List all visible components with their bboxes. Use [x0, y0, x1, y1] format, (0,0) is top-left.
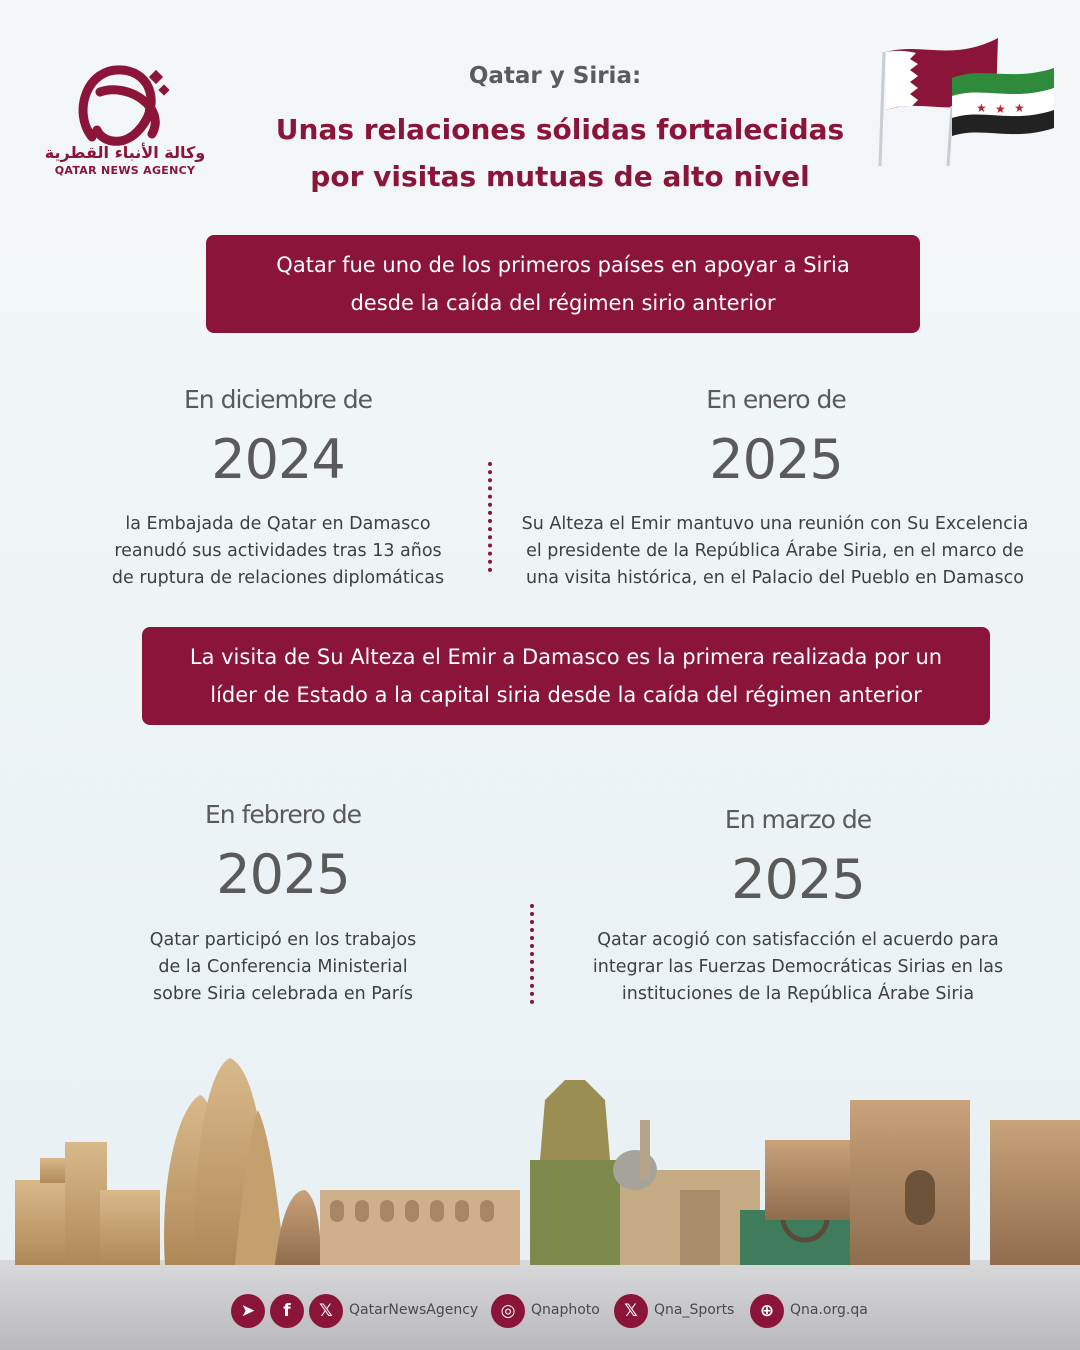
event-4-year: 2025 [731, 848, 865, 911]
x-icon[interactable]: 𝕏 [614, 1294, 648, 1328]
title-line-1: Unas relaciones sólidas fortalecidas [275, 113, 845, 146]
umayyad-mosque [530, 1080, 760, 1265]
svg-text:★: ★ [995, 102, 1006, 116]
event-4-label: En marzo de [724, 805, 872, 834]
amphitheatre [275, 1190, 520, 1265]
handle-main[interactable]: QatarNewsAgency [349, 1302, 479, 1318]
banner-2-line-1: La visita de Su Alteza el Emir a Damasco es la primera realizada por un [189, 645, 943, 669]
event-2-description: Su Alteza el Emir mantuvo una reunión con Su Excelencia el presidente de la República Árabe Siria, en el marco de una visita histórica, en el Palacio del Pueblo en Damasco [521, 514, 1029, 588]
event-4-description: Qatar acogió con satisfacción el acuerdo para integrar las Fuerzas Democráticas Sirias en las instituciones de la República Árabe Siria [592, 930, 1004, 1004]
logo-english-name: QATAR NEWS AGENCY [54, 164, 196, 177]
website[interactable]: Qna.org.qa [790, 1302, 868, 1318]
divider-dots-2 [530, 904, 538, 1004]
highlight-banner-1 [206, 235, 920, 333]
banner-1-line-1: Qatar fue uno de los primeros países en apoyar a Siria [276, 253, 850, 277]
instagram-icon[interactable]: ◎ [491, 1294, 525, 1328]
banner-1-line-2: desde la caída del régimen sirio anterior [350, 291, 776, 315]
svg-text:★: ★ [976, 101, 987, 115]
event-1-year: 2024 [211, 428, 345, 491]
svg-text:★: ★ [1014, 101, 1025, 115]
event-2-year: 2025 [709, 428, 843, 491]
event-2-label: En enero de [706, 385, 846, 414]
x-icon[interactable]: 𝕏 [309, 1294, 343, 1328]
subtitle: Qatar y Siria: [468, 63, 642, 89]
banner-2-line-2: líder de Estado a la capital siria desde la caída del régimen anterior [210, 683, 922, 707]
flags-illustration [872, 36, 1062, 166]
title-line-2: por visitas mutuas de alto nivel [310, 160, 810, 193]
telegram-icon[interactable]: ➤ [231, 1294, 265, 1328]
event-1-label: En diciembre de [183, 385, 372, 414]
highlight-banner-2 [142, 627, 990, 725]
handle-sports[interactable]: Qna_Sports [654, 1302, 735, 1318]
logo-arabic-name: وكالة الأنباء القطرية [44, 143, 206, 162]
event-1-description: la Embajada de Qatar en Damasco reanudó sus actividades tras 13 años de ruptura de relaciones diplomáticas [111, 514, 445, 588]
divider-dots-1 [488, 462, 496, 572]
facebook-icon[interactable]: f [270, 1294, 304, 1328]
syria-flag-icon [952, 68, 1054, 136]
museum-building [15, 1142, 160, 1265]
event-3-description: Qatar participó en los trabajos de la Conferencia Ministerial sobre Siria celebrada en París [149, 930, 417, 1004]
pigeon-towers [164, 1058, 285, 1265]
globe-icon[interactable]: ⊕ [750, 1294, 784, 1328]
event-3-year: 2025 [216, 843, 350, 906]
handle-photo[interactable]: Qnaphoto [531, 1302, 600, 1318]
event-3-label: En febrero de [205, 800, 361, 829]
